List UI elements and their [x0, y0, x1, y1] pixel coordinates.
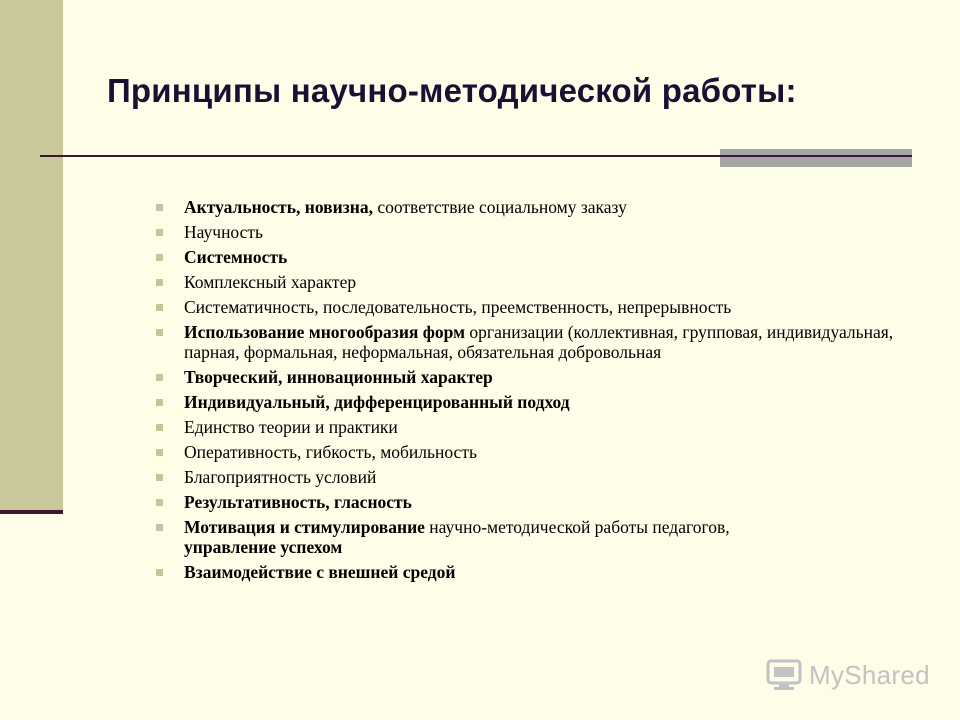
bullet-icon	[156, 499, 163, 506]
bullet-icon	[156, 304, 163, 311]
principles-list-container	[156, 197, 906, 587]
bullet-icon	[156, 524, 163, 531]
list-item	[156, 392, 906, 412]
list-item	[156, 297, 906, 317]
bullet-icon	[156, 399, 163, 406]
bullet-icon	[156, 254, 163, 261]
slide-title: Принципы научно-методической работы:	[107, 72, 797, 109]
item-text: Единство теории и практики	[184, 417, 398, 437]
bullet-icon	[156, 279, 163, 286]
list-item	[156, 562, 906, 582]
item-bold-text: Взаимодействие с внешней средой	[184, 562, 456, 582]
list-item	[156, 467, 906, 487]
list-item	[156, 222, 906, 242]
bullet-icon	[156, 569, 163, 576]
bullet-icon	[156, 424, 163, 431]
bullet-icon	[156, 374, 163, 381]
list-item	[156, 272, 906, 292]
item-bold-text: Системность	[184, 247, 288, 267]
list-item	[156, 247, 906, 267]
title-divider-accent-line	[720, 155, 912, 157]
myshared-logo-icon	[765, 658, 803, 692]
principles-list	[156, 197, 906, 582]
item-text: научно-методической работы педагогов,	[424, 517, 730, 537]
item-bold-text: Результативность, гласность	[184, 492, 412, 512]
item-bold-text: Использование многообразия форм	[184, 322, 466, 342]
item-text: Комплексный характер	[184, 272, 357, 292]
left-accent-bar	[0, 0, 63, 513]
list-item	[156, 492, 906, 512]
list-item	[156, 517, 906, 557]
myshared-watermark	[765, 657, 930, 693]
list-item	[156, 417, 906, 437]
item-bold-text: управление успехом	[184, 537, 343, 557]
item-bold-text: Актуальность, новизна,	[184, 197, 373, 217]
item-text: Систематичность, последовательность, преемственность, непрерывность	[184, 297, 732, 317]
left-accent-underline	[0, 510, 63, 514]
list-item	[156, 197, 906, 217]
bullet-icon	[156, 229, 163, 236]
item-bold-text: Творческий, инновационный характер	[184, 367, 493, 387]
bullet-icon	[156, 204, 163, 211]
list-item	[156, 442, 906, 462]
title-divider-accent	[720, 149, 912, 167]
item-bold-text: Мотивация и стимулирование	[184, 517, 425, 537]
watermark-text: MyShared	[809, 659, 930, 690]
item-bold-text: Индивидуальный, дифференцированный подход	[184, 392, 570, 412]
bullet-icon	[156, 474, 163, 481]
bullet-icon	[156, 449, 163, 456]
bullet-icon	[156, 329, 163, 336]
list-item	[156, 322, 906, 362]
item-text: Научность	[184, 222, 264, 242]
item-text: Благоприятность условий	[184, 467, 377, 487]
item-text: Оперативность, гибкость, мобильность	[184, 442, 477, 462]
list-item	[156, 367, 906, 387]
item-text: организации (коллективная, групповая, индивидуальная, парная, формальная, неформальная, обязательная добровольная	[184, 322, 894, 362]
item-text: соответствие социальному заказу	[372, 197, 627, 217]
